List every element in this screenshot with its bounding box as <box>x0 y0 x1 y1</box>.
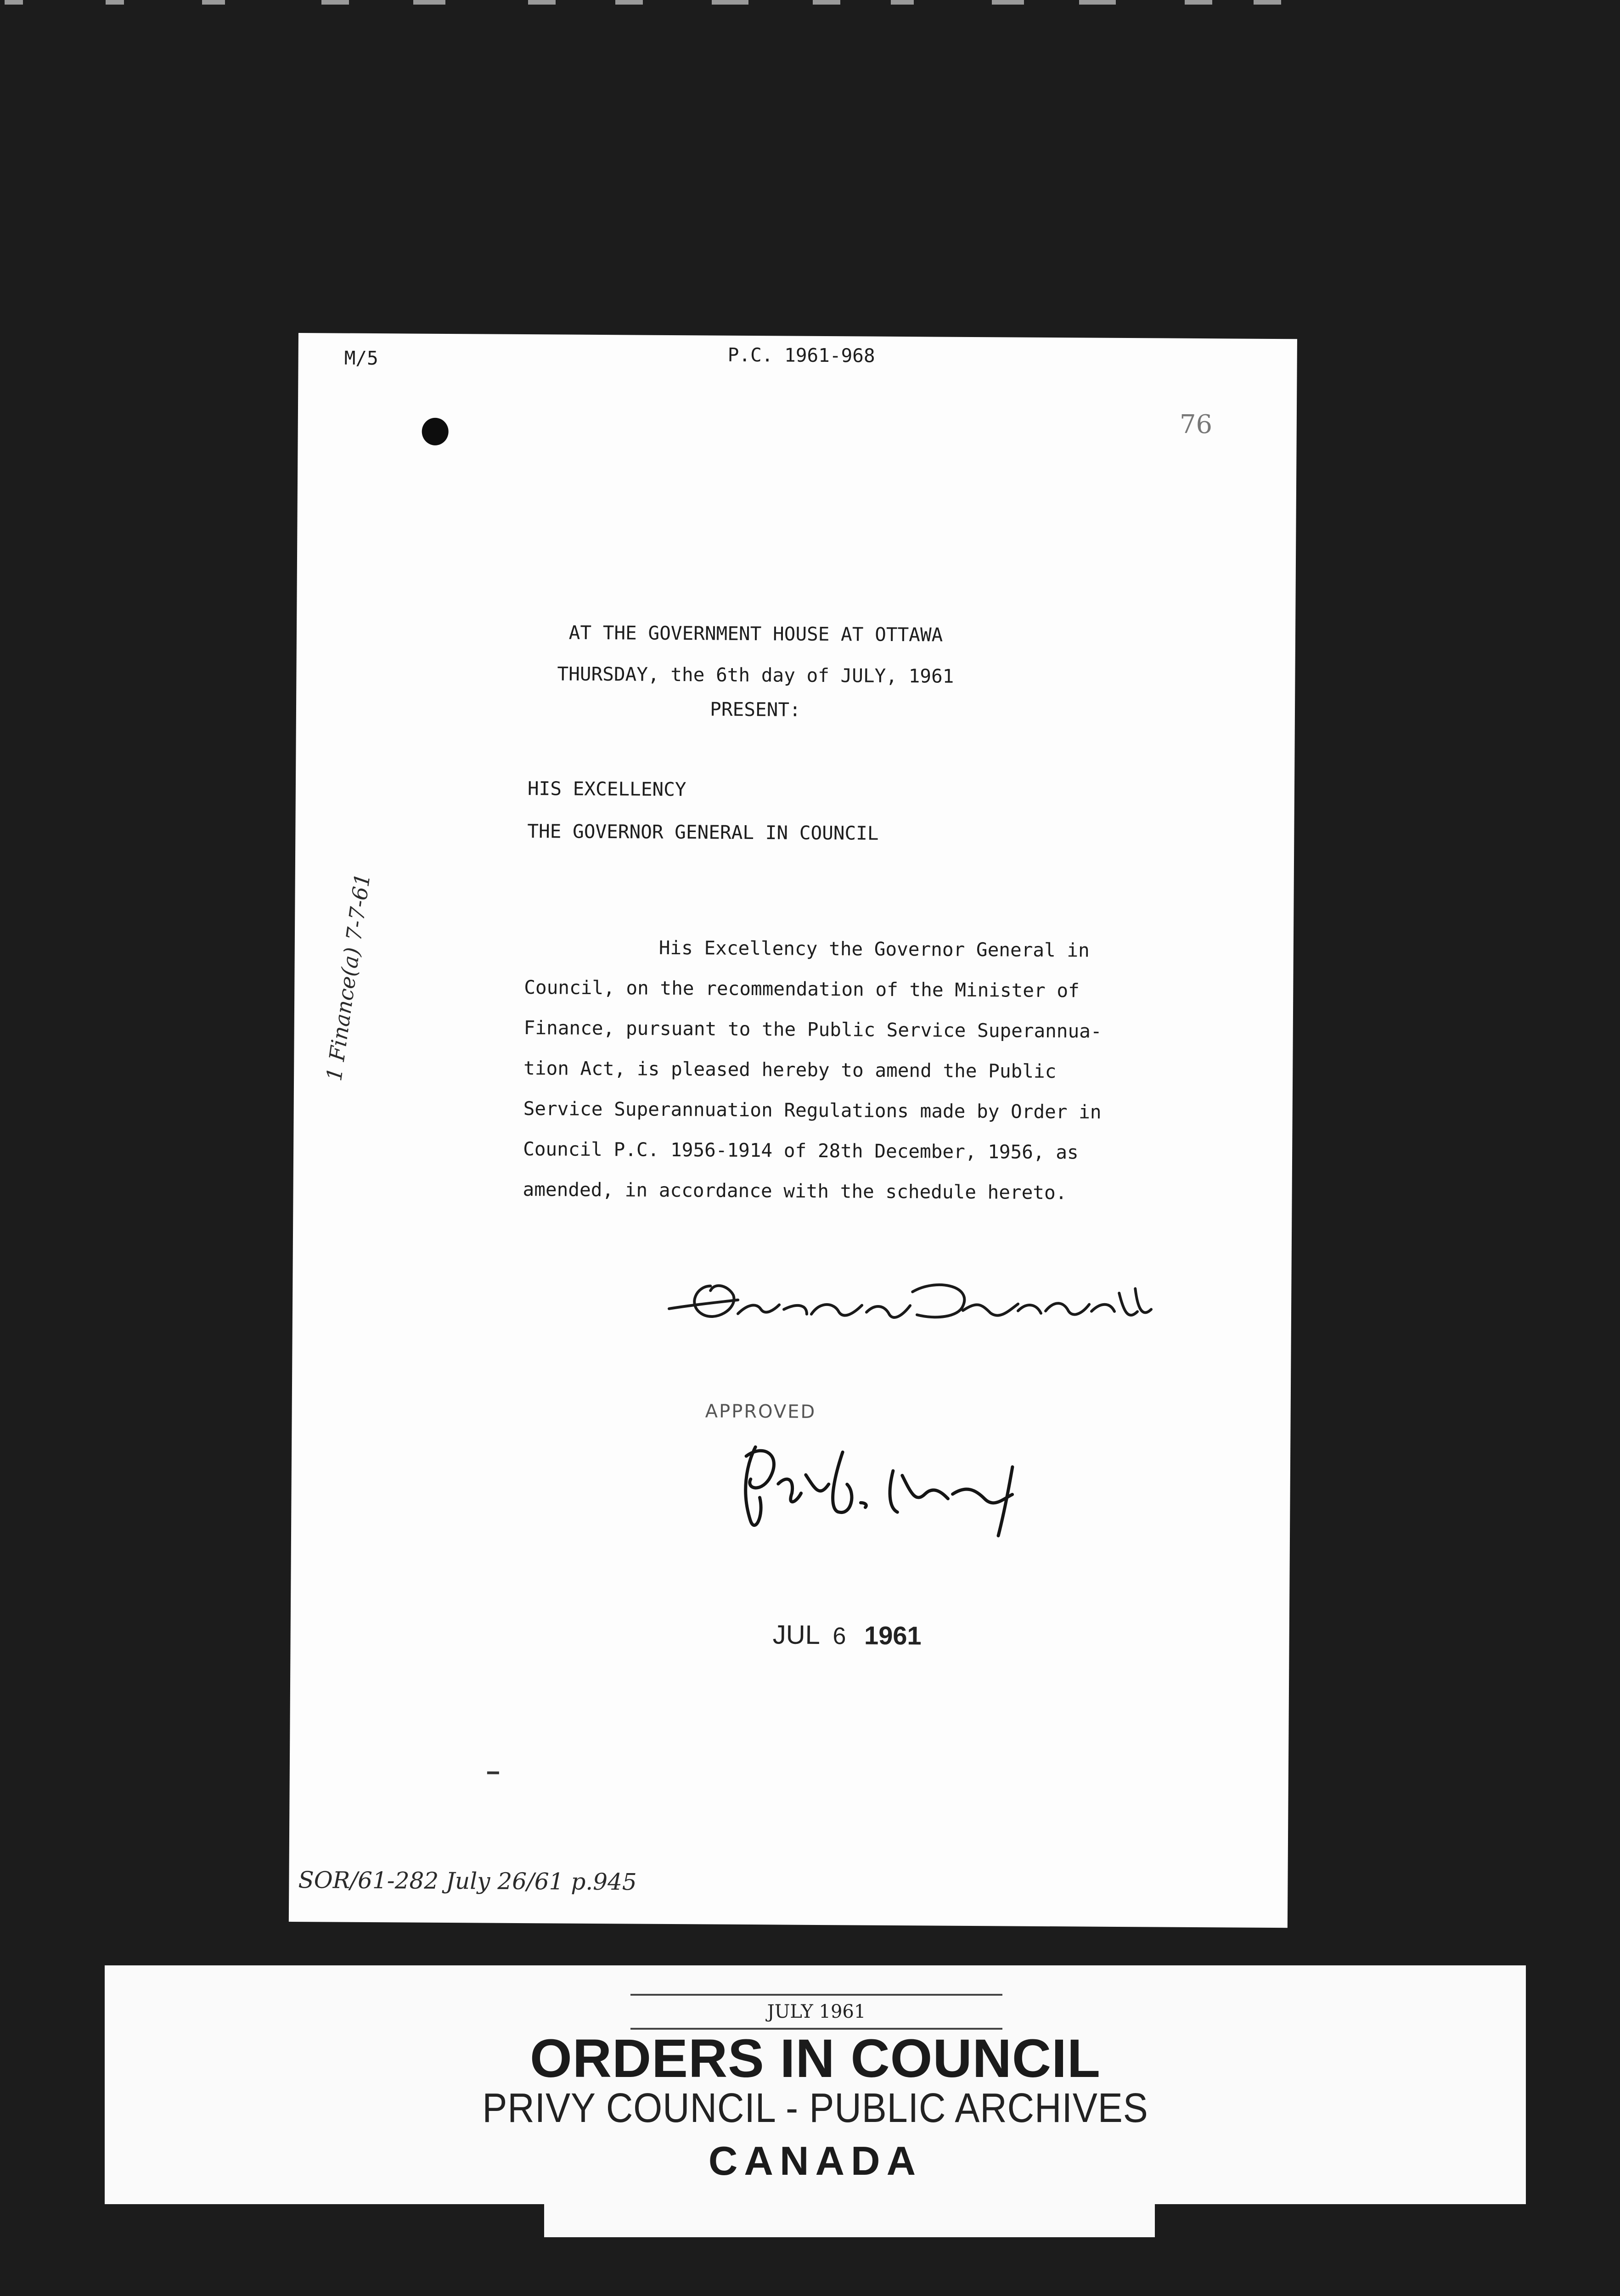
approved-date-day: 6 <box>832 1623 846 1650</box>
pc-number: P.C. 1961-968 <box>727 343 875 367</box>
archive-date: JULY 1961 <box>767 2001 866 2022</box>
file-reference: M/5 <box>344 347 378 370</box>
stray-mark <box>487 1772 499 1774</box>
document-page <box>289 333 1297 1928</box>
film-edge-marks <box>0 0 1620 9</box>
signature-minister-svg <box>660 1258 1156 1339</box>
registration-note: SOR/61-282 July 26/61 p.945 <box>298 1867 637 1896</box>
page-number: 76 <box>1179 409 1213 440</box>
approved-date-month: JUL <box>772 1620 821 1650</box>
archive-card-tab <box>544 2200 1155 2237</box>
signature-governor-general-svg <box>718 1429 1050 1550</box>
body-line-4: tion Act, is pleased hereby to amend the Public <box>523 1057 1057 1083</box>
margin-note: 1 Finance(a) 7-7-61 <box>321 872 375 1083</box>
body-line-7: amended, in accordance with the schedule hereto. <box>523 1178 1067 1204</box>
signature-governor-general <box>718 1429 1050 1550</box>
punch-hole <box>422 418 449 445</box>
present-line-2: THE GOVERNOR GENERAL IN COUNCIL <box>527 820 879 844</box>
archive-date-box <box>630 1994 1002 2030</box>
approved-label: APPROVED <box>705 1401 816 1423</box>
heading-present: PRESENT: <box>710 698 801 721</box>
body-line-6: Council P.C. 1956-1914 of 28th December, 1956, as <box>523 1138 1079 1164</box>
approved-date-year: 1961 <box>864 1621 922 1650</box>
film-edge-svg <box>0 0 1620 9</box>
heading-location: AT THE GOVERNMENT HOUSE AT OTTAWA <box>568 621 943 646</box>
present-line-1: HIS EXCELLENCY <box>527 777 686 801</box>
archive-card <box>105 1965 1526 2204</box>
body-line-3: Finance, pursuant to the Public Service Superannua- <box>523 1017 1102 1042</box>
heading-date: THURSDAY, the 6th day of JULY, 1961 <box>557 663 954 687</box>
body-line-1: His Excellency the Governor General in <box>658 936 1090 962</box>
body-line-5: Service Superannuation Regulations made by Order in <box>523 1097 1102 1123</box>
body-line-2: Council, on the recommendation of the Minister of <box>524 976 1080 1002</box>
archive-country: CANADA <box>708 2138 922 2183</box>
archive-title: ORDERS IN COUNCIL <box>530 2028 1101 2089</box>
approved-date <box>772 1619 921 1651</box>
signature-minister <box>660 1258 1156 1339</box>
archive-subtitle: PRIVY COUNCIL - PUBLIC ARCHIVES <box>482 2085 1148 2131</box>
